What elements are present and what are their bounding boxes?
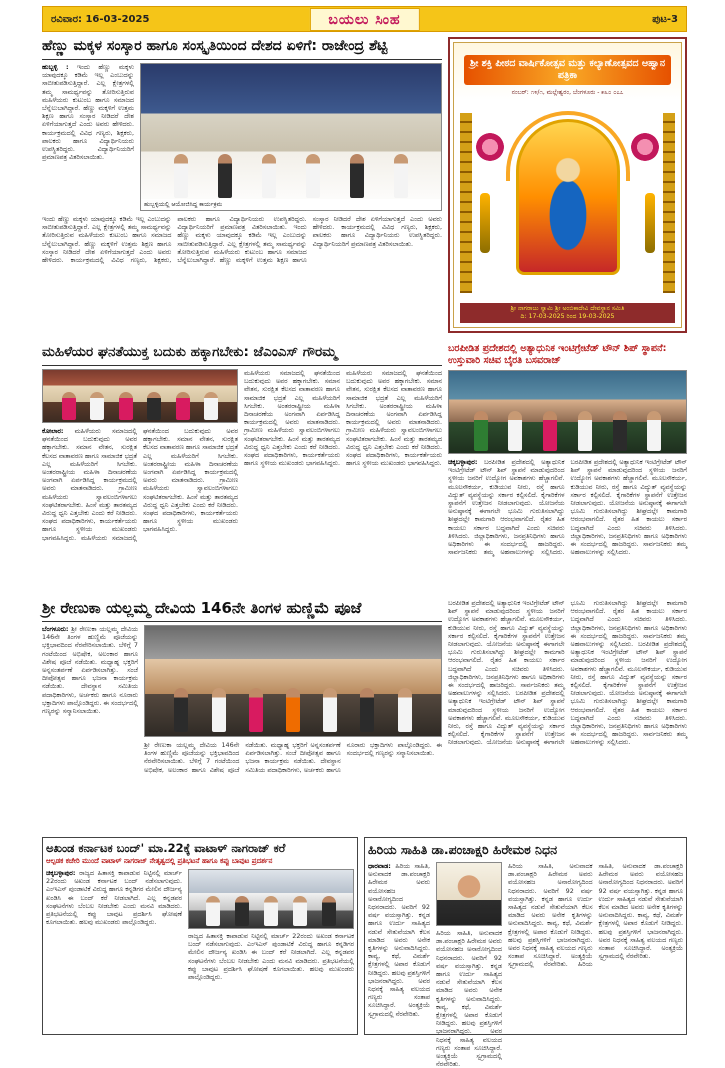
- story-3: [448, 343, 687, 595]
- story-4-body-a: [42, 625, 138, 829]
- issue-date: ರವಿವಾರ: 16-03-2025: [51, 13, 150, 25]
- story-4-photo: [144, 625, 442, 737]
- story-5-subhead: ಆಲ್ಪಡಕ ಕಚೇರಿ ಮುಂದೆ ವಾಟಾಳ್ ನಾಗರಾಜ್ ನೇತೃತ್ವದಲ್ಲಿ ಪ್ರತಿಭಟನೆ ಹಾಗೂ ಕಪ್ಪು ಬಾವುಟ ಪ್ರದರ್ಶನ: [46, 857, 273, 865]
- story-6-body-text-cont: ಹಿರಿಯ ಸಾಹಿತಿ, ಅನುವಾದಕ ಡಾ.ಪಂಚಾಕ್ಷರಿ ಹಿರೇಮಠ ಅವರು ವಯೋಸಹಜ ಅನಾರೋಗ್ಯದಿಂದ ನಿಧನರಾದರು. ಅವರಿಗೆ 92 ವರ್ಷ ವಯಸ್ಸಾಗಿತ್ತು. ಕನ್ನಡ ಹಾಗೂ ಉರ್ದು ಸಾಹಿತ್ಯದ ನಡುವೆ ಸೇತುವೆಯಾಗಿ ಕೆಲಸ ಮಾಡಿದ ಅವರು ಅನೇಕ ಕೃತಿಗಳನ್ನು ಅನುವಾದಿಸಿದ್ದರು. ಕಾವ್ಯ, ಕಥೆ, ವಿಮರ್ಶೆ ಕ್ಷೇತ್ರಗಳಲ್ಲಿ ಅಪಾರ ಕೊಡುಗೆ ನೀಡಿದ್ದರು. ಹಲವು ಪ್ರಶಸ್ತಿಗಳಿಗೆ ಭಾಜನರಾಗಿದ್ದರು. ಅವರ ನಿಧನಕ್ಕೆ ಸಾಹಿತ್ಯ ವಲಯದ ಗಣ್ಯರು ಸಂತಾಪ ಸೂಚಿಸಿದ್ದಾರೆ. ಅಂತ್ಯಕ್ರಿಯೆ ಸ್ವಗ್ರಾಮದಲ್ಲಿ ನೆರವೇರಿತು.: [436, 929, 502, 1068]
- story-6-headline: ಹಿರಿಯ ಸಾಹಿತಿ ಡಾ.ಪಂಚಾಕ್ಷರಿ ಹಿರೇಮಠ ನಿಧನ: [368, 842, 558, 857]
- story-6-body-c: [508, 862, 683, 1034]
- ad-footer: [460, 303, 675, 323]
- story-2-headline: ಮಹಿಳೆಯರ ಘನತೆಯುಕ್ತ ಬದುಕು ಹಕ್ಕಾಗಬೇಕು: ಜೆಎಂಎಸ್ ಗೌರಮ್ಮ: [42, 344, 337, 360]
- story-4-dateline: ಬೆಂಗಳೂರು:: [42, 625, 69, 633]
- story-4-body-text: ಶ್ರೀ ರೇಣುಕಾ ಯಲ್ಲಮ್ಮ ದೇವಿಯ 146ನೇ ತಿಂಗಳ ಹುಣ್ಣಿಮೆ ಪೂಜೆಯನ್ನು ಭಕ್ತಿಭಾವದಿಂದ ನೆರವೇರಿಸಲಾಯಿತು. ಬೆಳಿಗ್ಗೆ 7 ಗಂಟೆಯಿಂದ ಅಭಿಷೇಕ, ಅಲಂಕಾರ ಹಾಗೂ ವಿಶೇಷ ಪೂಜೆ ನಡೆಯಿತು. ಮಧ್ಯಾಹ್ನ ಭಕ್ತರಿಗೆ ಅನ್ನಸಂತರ್ಪಣೆ ಏರ್ಪಡಿಸಲಾಗಿತ್ತು. ಸಂಜೆ ದೀಪೋತ್ಸವ ಹಾಗೂ ಭಜನಾ ಕಾರ್ಯಕ್ರಮ ನಡೆಯಿತು. ದೇವಸ್ಥಾನ ಸಮಿತಿಯ ಪದಾಧಿಕಾರಿಗಳು, ಅರ್ಚಕರು ಹಾಗೂ ನೂರಾರು ಭಕ್ತಾದಿಗಳು ಪಾಲ್ಗೊಂಡಿದ್ದರು. ಈ ಸಂದರ್ಭದಲ್ಲಿ ಗಣ್ಯರನ್ನು ಸನ್ಮಾನಿಸಲಾಯಿತು.: [42, 625, 138, 716]
- story-3-body-text-more: ಬರಪೀಡಿತ ಪ್ರದೇಶದಲ್ಲಿ ಅತ್ಯಾಧುನಿಕ ಇಂಟಿಗ್ರೇಟೆಡ್ ಟೌನ್ ಶಿಪ್ ಸ್ಥಾಪನೆ ಮಾಡುವುದರಿಂದ ಸ್ಥಳೀಯ ಜನರಿಗೆ ಉದ್ಯೋಗ ಅವಕಾಶಗಳು ಹೆಚ್ಚಾಗಲಿವೆ. ಮೂಲಸೌಕರ್ಯ, ಕುಡಿಯುವ ನೀರು, ರಸ್ತೆ ಹಾಗೂ ವಿದ್ಯುತ್ ವ್ಯವಸ್ಥೆಯನ್ನು ಸರ್ಕಾರ ಕಲ್ಪಿಸಲಿದೆ. ಕೈಗಾರಿಕೆಗಳ ಸ್ಥಾಪನೆಗೆ ಉತ್ತೇಜನ ನೀಡಲಾಗುವುದು. ಯೋಜನೆಯ ಅನುಷ್ಠಾನಕ್ಕೆ ಈಗಾಗಲೇ ಭೂಮಿ ಗುರುತಿಸಲಾಗಿದ್ದು ಶೀಘ್ರದಲ್ಲೇ ಕಾಮಗಾರಿ ಆರಂಭವಾಗಲಿದೆ. ರೈತರ ಹಿತ ಕಾಯಲು ಸರ್ಕಾರ ಬದ್ಧವಾಗಿದೆ ಎಂದು ಸಚಿವರು ತಿಳಿಸಿದರು. ಜಿಲ್ಲಾಧಿಕಾರಿಗಳು, ಜನಪ್ರತಿನಿಧಿಗಳು ಹಾಗೂ ಅಧಿಕಾರಿಗಳು ಈ ಸಂದರ್ಭದಲ್ಲಿ ಹಾಜರಿದ್ದರು. ಸಾರ್ವಜನಿಕರು ತಮ್ಮ ಅಹವಾಲುಗಳನ್ನು ಸಲ್ಲಿಸಿದರು.: [448, 599, 565, 698]
- story-2: [42, 343, 442, 595]
- story-5-photo: [188, 869, 354, 929]
- story-5-body-b: [188, 932, 354, 1028]
- story-6-dateline: ಧಾರವಾಡ:: [368, 862, 391, 870]
- story-3-body-text-more3: ಬರಪೀಡಿತ ಪ್ರದೇಶದಲ್ಲಿ ಅತ್ಯಾಧುನಿಕ ಇಂಟಿಗ್ರೇಟೆಡ್ ಟೌನ್ ಶಿಪ್ ಸ್ಥಾಪನೆ ಮಾಡುವುದರಿಂದ ಸ್ಥಳೀಯ ಜನರಿಗೆ ಉದ್ಯೋಗ ಅವಕಾಶಗಳು ಹೆಚ್ಚಾಗಲಿವೆ. ಮೂಲಸೌಕರ್ಯ, ಕುಡಿಯುವ ನೀರು, ರಸ್ತೆ ಹಾಗೂ ವಿದ್ಯುತ್ ವ್ಯವಸ್ಥೆಯನ್ನು ಸರ್ಕಾರ ಕಲ್ಪಿಸಲಿದೆ. ಕೈಗಾರಿಕೆಗಳ ಸ್ಥಾಪನೆಗೆ ಉತ್ತೇಜನ ನೀಡಲಾಗುವುದು. ಯೋಜನೆಯ ಅನುಷ್ಠಾನಕ್ಕೆ ಈಗಾಗಲೇ ಭೂಮಿ ಗುರುತಿಸಲಾಗಿದ್ದು ಶೀಘ್ರದಲ್ಲೇ ಕಾಮಗಾರಿ ಆರಂಭವಾಗಲಿದೆ. ರೈತರ ಹಿತ ಕಾಯಲು ಸರ್ಕಾರ ಬದ್ಧವಾಗಿದೆ ಎಂದು ಸಚಿವರು ತಿಳಿಸಿದರು. ಜಿಲ್ಲಾಧಿಕಾರಿಗಳು, ಜನಪ್ರತಿನಿಧಿಗಳು ಹಾಗೂ ಅಧಿಕಾರಿಗಳು ಈ ಸಂದರ್ಭದಲ್ಲಿ ಹಾಜರಿದ್ದರು. ಸಾರ್ವಜನಿಕರು ತಮ್ಮ ಅಹವಾಲುಗಳನ್ನು ಸಲ್ಲಿಸಿದರು.: [570, 640, 687, 747]
- story-5-body-text: ರಾಜ್ಯದ ಹಿತಾಸಕ್ತಿ ಕಾಪಾಡುವ ನಿಟ್ಟಿನಲ್ಲಿ ಮಾರ್ಚ್ 22ರಂದು ಅಖಂಡ ಕರ್ನಾಟಕ ಬಂದ್ ನಡೆಸಲಾಗುವುದು. ಎಂಇಎಸ್ ಪುಂಡಾಟಿಕೆ ವಿರುದ್ಧ ಹಾಗೂ ಕನ್ನಡಿಗರ ಮೇಲಿನ ದೌರ್ಜನ್ಯ ಖಂಡಿಸಿ ಈ ಬಂದ್ ಕರೆ ನೀಡಲಾಗಿದೆ. ಎಲ್ಲ ಕನ್ನಡಪರ ಸಂಘಟನೆಗಳು ಬೆಂಬಲ ನೀಡಬೇಕು ಎಂದು ಮನವಿ ಮಾಡಿದರು. ಪ್ರತಿಭಟನೆಯಲ್ಲಿ ಕಪ್ಪು ಬಾವುಟ ಪ್ರದರ್ಶಿಸಿ ಘೋಷಣೆ ಕೂಗಲಾಯಿತು. ಹಲವು ಮುಖಂಡರು ಪಾಲ್ಗೊಂಡಿದ್ದರು.: [46, 869, 182, 927]
- lamp-icon: [645, 193, 655, 253]
- story-3-body-text-more2: ಬರಪೀಡಿತ ಪ್ರದೇಶದಲ್ಲಿ ಅತ್ಯಾಧುನಿಕ ಇಂಟಿಗ್ರೇಟೆಡ್ ಟೌನ್ ಶಿಪ್ ಸ್ಥಾಪನೆ ಮಾಡುವುದರಿಂದ ಸ್ಥಳೀಯ ಜನರಿಗೆ ಉದ್ಯೋಗ ಅವಕಾಶಗಳು ಹೆಚ್ಚಾಗಲಿವೆ. ಮೂಲಸೌಕರ್ಯ, ಕುಡಿಯುವ ನೀರು, ರಸ್ತೆ ಹಾಗೂ ವಿದ್ಯುತ್ ವ್ಯವಸ್ಥೆಯನ್ನು ಸರ್ಕಾರ ಕಲ್ಪಿಸಲಿದೆ. ಕೈಗಾರಿಕೆಗಳ ಸ್ಥಾಪನೆಗೆ ಉತ್ತೇಜನ ನೀಡಲಾಗುವುದು. ಯೋಜನೆಯ ಅನುಷ್ಠಾನಕ್ಕೆ ಈಗಾಗಲೇ ಭೂಮಿ ಗುರುತಿಸಲಾಗಿದ್ದು ಶೀಘ್ರದಲ್ಲೇ ಕಾಮಗಾರಿ ಆರಂಭವಾಗಲಿದೆ. ರೈತರ ಹಿತ ಕಾಯಲು ಸರ್ಕಾರ ಬದ್ಧವಾಗಿದೆ ಎಂದು ಸಚಿವರು ತಿಳಿಸಿದರು. ಜಿಲ್ಲಾಧಿಕಾರಿಗಳು, ಜನಪ್ರತಿನಿಧಿಗಳು ಹಾಗೂ ಅಧಿಕಾರಿಗಳು ಈ ಸಂದರ್ಭದಲ್ಲಿ ಹಾಜರಿದ್ದರು. ಸಾರ್ವಜನಿಕರು ತಮ್ಮ ಅಹವಾಲುಗಳನ್ನು ಸಲ್ಲಿಸಿದರು.: [448, 599, 687, 747]
- ad-dates: ದಿ: 17-03-2025 ರಿಂದ 19-03-2025: [520, 313, 615, 320]
- story-3-body-text: ಬರಪೀಡಿತ ಪ್ರದೇಶದಲ್ಲಿ ಅತ್ಯಾಧುನಿಕ ಇಂಟಿಗ್ರೇಟೆಡ್ ಟೌನ್ ಶಿಪ್ ಸ್ಥಾಪನೆ ಮಾಡುವುದರಿಂದ ಸ್ಥಳೀಯ ಜನರಿಗೆ ಉದ್ಯೋಗ ಅವಕಾಶಗಳು ಹೆಚ್ಚಾಗಲಿವೆ. ಮೂಲಸೌಕರ್ಯ, ಕುಡಿಯುವ ನೀರು, ರಸ್ತೆ ಹಾಗೂ ವಿದ್ಯುತ್ ವ್ಯವಸ್ಥೆಯನ್ನು ಸರ್ಕಾರ ಕಲ್ಪಿಸಲಿದೆ. ಕೈಗಾರಿಕೆಗಳ ಸ್ಥಾಪನೆಗೆ ಉತ್ತೇಜನ ನೀಡಲಾಗುವುದು. ಯೋಜನೆಯ ಅನುಷ್ಠಾನಕ್ಕೆ ಈಗಾಗಲೇ ಭೂಮಿ ಗುರುತಿಸಲಾಗಿದ್ದು ಶೀಘ್ರದಲ್ಲೇ ಕಾಮಗಾರಿ ಆರಂಭವಾಗಲಿದೆ. ರೈತರ ಹಿತ ಕಾಯಲು ಸರ್ಕಾರ ಬದ್ಧವಾಗಿದೆ ಎಂದು ಸಚಿವರು ತಿಳಿಸಿದರು. ಜಿಲ್ಲಾಧಿಕಾರಿಗಳು, ಜನಪ್ರತಿನಿಧಿಗಳು ಹಾಗೂ ಅಧಿಕಾರಿಗಳು ಈ ಸಂದರ್ಭದಲ್ಲಿ ಹಾಜರಿದ್ದರು. ಸಾರ್ವಜನಿಕರು ತಮ್ಮ ಅಹವಾಲುಗಳನ್ನು ಸಲ್ಲಿಸಿದರು.: [448, 458, 565, 557]
- lamp-icon: [480, 193, 490, 253]
- story-1-body-text: ಇಂದು ಹೆಣ್ಣು ಮಕ್ಕಳು ಯಾವುದಕ್ಕೂ ಕಡಿಮೆ ಇಲ್ಲ ಎಂಬುದನ್ನು ಸಾಬೀತುಪಡಿಸುತ್ತಿದ್ದಾರೆ. ಎಲ್ಲ ಕ್ಷೇತ್ರಗಳಲ್ಲಿ ತಮ್ಮ ಸಾಮರ್ಥ್ಯವನ್ನು ತೋರಿಸುತ್ತಿರುವ ಮಹಿಳೆಯರು ಕುಟುಂಬ ಹಾಗೂ ಸಮಾಜದ ಬೆನ್ನೆಲುಬಾಗಿದ್ದಾರೆ. ಹೆಣ್ಣು ಮಕ್ಕಳಿಗೆ ಉತ್ತಮ ಶಿಕ್ಷಣ ಹಾಗೂ ಸಂಸ್ಕಾರ ನೀಡಿದರೆ ದೇಶ ಏಳಿಗೆಯಾಗುತ್ತದೆ ಎಂದು ಅವರು ಹೇಳಿದರು. ಕಾರ್ಯಕ್ರಮದಲ್ಲಿ ವಿವಿಧ ಗಣ್ಯರು, ಶಿಕ್ಷಕರು, ಪಾಲಕರು ಹಾಗೂ ವಿದ್ಯಾರ್ಥಿನಿಯರು ಉಪಸ್ಥಿತರಿದ್ದರು. ವಿದ್ಯಾರ್ಥಿನಿಯರಿಗೆ ಪ್ರಮಾಣಪತ್ರ ವಿತರಿಸಲಾಯಿತು.: [42, 63, 134, 162]
- story-1-body-b: [42, 215, 442, 335]
- photo-figures: [159, 154, 423, 198]
- story-3-body-continued: [448, 599, 687, 831]
- ad-address: ನಂಬರ್: ೧೪/೧, ಮಲ್ಲೇಶ್ವರಂ, ಬೆಂಗಳೂರು - ೫೬೦ ೦೭೭: [511, 89, 624, 96]
- story-4: [42, 599, 442, 833]
- story-2-body-text: ಮಹಿಳೆಯರು ಸಮಾಜದಲ್ಲಿ ಘನತೆಯಿಂದ ಬದುಕುವುದು ಅವರ ಹಕ್ಕಾಗಬೇಕು. ಸಮಾನ ವೇತನ, ಸುರಕ್ಷಿತ ಕೆಲಸದ ವಾತಾವರಣ ಹಾಗೂ ಸಾಮಾಜಿಕ ಭದ್ರತೆ ಎಲ್ಲ ಮಹಿಳೆಯರಿಗೆ ಸಿಗಬೇಕು. ಅಂತರರಾಷ್ಟ್ರೀಯ ಮಹಿಳಾ ದಿನಾಚರಣೆಯ ಅಂಗವಾಗಿ ಏರ್ಪಡಿಸಿದ್ದ ಕಾರ್ಯಕ್ರಮದಲ್ಲಿ ಅವರು ಮಾತನಾಡಿದರು. ಗ್ರಾಮೀಣ ಮಹಿಳೆಯರು ಸ್ವಾವಲಂಬಿಗಳಾಗಲು ಸಂಘಟಿತರಾಗಬೇಕು. ಹಿಂಸೆ ಮತ್ತು ತಾರತಮ್ಯದ ವಿರುದ್ಧ ಧ್ವನಿ ಎತ್ತಬೇಕು ಎಂದು ಕರೆ ನೀಡಿದರು. ಸಂಘದ ಪದಾಧಿಕಾರಿಗಳು, ಕಾರ್ಯಕರ್ತೆಯರು ಹಾಗೂ ಸ್ಥಳೀಯ ಮುಖಂಡರು ಭಾಗವಹಿಸಿದ್ದರು.: [42, 427, 137, 542]
- story-5-body-a: [46, 869, 182, 1029]
- deity-image: [516, 119, 620, 275]
- story-6-body-text-more: ಹಿರಿಯ ಸಾಹಿತಿ, ಅನುವಾದಕ ಡಾ.ಪಂಚಾಕ್ಷರಿ ಹಿರೇಮಠ ಅವರು ವಯೋಸಹಜ ಅನಾರೋಗ್ಯದಿಂದ ನಿಧನರಾದರು. ಅವರಿಗೆ 92 ವರ್ಷ ವಯಸ್ಸಾಗಿತ್ತು. ಕನ್ನಡ ಹಾಗೂ ಉರ್ದು ಸಾಹಿತ್ಯದ ನಡುವೆ ಸೇತುವೆಯಾಗಿ ಕೆಲಸ ಮಾಡಿದ ಅವರು ಅನೇಕ ಕೃತಿಗಳನ್ನು ಅನುವಾದಿಸಿದ್ದರು. ಕಾವ್ಯ, ಕಥೆ, ವಿಮರ್ಶೆ ಕ್ಷೇತ್ರಗಳಲ್ಲಿ ಅಪಾರ ಕೊಡುಗೆ ನೀಡಿದ್ದರು. ಹಲವು ಪ್ರಶಸ್ತಿಗಳಿಗೆ ಭಾಜನರಾಗಿದ್ದರು. ಅವರ ನಿಧನಕ್ಕೆ ಸಾಹಿತ್ಯ ವಲಯದ ಗಣ್ಯರು ಸಂತಾಪ ಸೂಚಿಸಿದ್ದಾರೆ. ಅಂತ್ಯಕ್ರಿಯೆ ಸ್ವಗ್ರಾಮದಲ್ಲಿ ನೆರವೇರಿತು.: [508, 862, 593, 969]
- story-1-body-text-cont: ಇಂದು ಹೆಣ್ಣು ಮಕ್ಕಳು ಯಾವುದಕ್ಕೂ ಕಡಿಮೆ ಇಲ್ಲ ಎಂಬುದನ್ನು ಸಾಬೀತುಪಡಿಸುತ್ತಿದ್ದಾರೆ. ಎಲ್ಲ ಕ್ಷೇತ್ರಗಳಲ್ಲಿ ತಮ್ಮ ಸಾಮರ್ಥ್ಯವನ್ನು ತೋರಿಸುತ್ತಿರುವ ಮಹಿಳೆಯರು ಕುಟುಂಬ ಹಾಗೂ ಸಮಾಜದ ಬೆನ್ನೆಲುಬಾಗಿದ್ದಾರೆ. ಹೆಣ್ಣು ಮಕ್ಕಳಿಗೆ ಉತ್ತಮ ಶಿಕ್ಷಣ ಹಾಗೂ ಸಂಸ್ಕಾರ ನೀಡಿದರೆ ದೇಶ ಏಳಿಗೆಯಾಗುತ್ತದೆ ಎಂದು ಅವರು ಹೇಳಿದರು. ಕಾರ್ಯಕ್ರಮದಲ್ಲಿ ವಿವಿಧ ಗಣ್ಯರು, ಶಿಕ್ಷಕರು, ಪಾಲಕರು ಹಾಗೂ ವಿದ್ಯಾರ್ಥಿನಿಯರು ಉಪಸ್ಥಿತರಿದ್ದರು. ವಿದ್ಯಾರ್ಥಿನಿಯರಿಗೆ ಪ್ರಮಾಣಪತ್ರ ವಿತರಿಸಲಾಯಿತು.: [42, 215, 307, 265]
- story-2-photo: [42, 369, 238, 423]
- page-number: ಪುಟ-3: [652, 13, 678, 25]
- story-2-body-text-cont: ಮಹಿಳೆಯರು ಸಮಾಜದಲ್ಲಿ ಘನತೆಯಿಂದ ಬದುಕುವುದು ಅವರ ಹಕ್ಕಾಗಬೇಕು. ಸಮಾನ ವೇತನ, ಸುರಕ್ಷಿತ ಕೆಲಸದ ವಾತಾವರಣ ಹಾಗೂ ಸಾಮಾಜಿಕ ಭದ್ರತೆ ಎಲ್ಲ ಮಹಿಳೆಯರಿಗೆ ಸಿಗಬೇಕು. ಅಂತರರಾಷ್ಟ್ರೀಯ ಮಹಿಳಾ ದಿನಾಚರಣೆಯ ಅಂಗವಾಗಿ ಏರ್ಪಡಿಸಿದ್ದ ಕಾರ್ಯಕ್ರಮದಲ್ಲಿ ಅವರು ಮಾತನಾಡಿದರು. ಗ್ರಾಮೀಣ ಮಹಿಳೆಯರು ಸ್ವಾವಲಂಬಿಗಳಾಗಲು ಸಂಘಟಿತರಾಗಬೇಕು. ಹಿಂಸೆ ಮತ್ತು ತಾರತಮ್ಯದ ವಿರುದ್ಧ ಧ್ವನಿ ಎತ್ತಬೇಕು ಎಂದು ಕರೆ ನೀಡಿದರು. ಸಂಘದ ಪದಾಧಿಕಾರಿಗಳು, ಕಾರ್ಯಕರ್ತೆಯರು ಹಾಗೂ ಸ್ಥಳೀಯ ಮುಖಂಡರು ಭಾಗವಹಿಸಿದ್ದರು.: [80, 427, 238, 542]
- story-2-body-b: [244, 369, 442, 589]
- story-3-photo: [448, 370, 687, 454]
- masthead: [42, 6, 687, 32]
- story-3-dateline: ಚಿಕ್ಕಬಳ್ಳಾಪುರ:: [448, 458, 478, 466]
- story-3-headline: ಬರಪೀಡಿತ ಪ್ರದೇಶದಲ್ಲಿ ಅತ್ಯಾಧುನಿಕ ಇಂಟಿಗ್ರೇಟೆಡ್ ಟೌನ್ ಶಿಪ್ ಸ್ಥಾಪನೆ: ಉಸ್ತುವಾರಿ ಸಚಿವ ಬೈರತಿ ಬಸವರಾಜ್: [448, 343, 667, 366]
- ad-title: ಶ್ರೀ ಶಕ್ತಿ ಪೀಠದ ವಾರ್ಷಿಕೋತ್ಸವ ಮತ್ತು ಕಲ್ಯಾಣೋತ್ಸವದ ಆಹ್ವಾನ ಪತ್ರಿಕಾ: [464, 55, 671, 85]
- story-1-headline: ಹೆಣ್ಣು ಮಕ್ಕಳ ಸಂಸ್ಕಾರ ಹಾಗೂ ಸಂಸ್ಕೃತಿಯಿಂದ ದೇಶದ ಏಳಿಗೆ: ರಾಜೇಂದ್ರ ಶೆಟ್ಟಿ: [42, 38, 388, 54]
- story-6-body-text-more2: ಹಿರಿಯ ಸಾಹಿತಿ, ಅನುವಾದಕ ಡಾ.ಪಂಚಾಕ್ಷರಿ ಹಿರೇಮಠ ಅವರು ವಯೋಸಹಜ ಅನಾರೋಗ್ಯದಿಂದ ನಿಧನರಾದರು. ಅವರಿಗೆ 92 ವರ್ಷ ವಯಸ್ಸಾಗಿತ್ತು. ಕನ್ನಡ ಹಾಗೂ ಉರ್ದು ಸಾಹಿತ್ಯದ ನಡುವೆ ಸೇತುವೆಯಾಗಿ ಕೆಲಸ ಮಾಡಿದ ಅವರು ಅನೇಕ ಕೃತಿಗಳನ್ನು ಅನುವಾದಿಸಿದ್ದರು. ಕಾವ್ಯ, ಕಥೆ, ವಿಮರ್ಶೆ ಕ್ಷೇತ್ರಗಳಲ್ಲಿ ಅಪಾರ ಕೊಡುಗೆ ನೀಡಿದ್ದರು. ಹಲವು ಪ್ರಶಸ್ತಿಗಳಿಗೆ ಭಾಜನರಾಗಿದ್ದರು. ಅವರ ನಿಧನಕ್ಕೆ ಸಾಹಿತ್ಯ ವಲಯದ ಗಣ್ಯರು ಸಂತಾಪ ಸೂಚಿಸಿದ್ದಾರೆ. ಅಂತ್ಯಕ್ರಿಯೆ ಸ್ವಗ್ರಾಮದಲ್ಲಿ ನೆರವೇರಿತು.: [577, 862, 683, 969]
- story-4-headline: ಶ್ರೀ ರೇಣುಕಾ ಯಲ್ಲಮ್ಮ ದೇವಿಯ 146ನೇ ತಿಂಗಳ ಹುಣ್ಣಿಮೆ ಪೂಜೆ: [42, 599, 362, 617]
- story-1-body-text-cont2: ಇಂದು ಹೆಣ್ಣು ಮಕ್ಕಳು ಯಾವುದಕ್ಕೂ ಕಡಿಮೆ ಇಲ್ಲ ಎಂಬುದನ್ನು ಸಾಬೀತುಪಡಿಸುತ್ತಿದ್ದಾರೆ. ಎಲ್ಲ ಕ್ಷೇತ್ರಗಳಲ್ಲಿ ತಮ್ಮ ಸಾಮರ್ಥ್ಯವನ್ನು ತೋರಿಸುತ್ತಿರುವ ಮಹಿಳೆಯರು ಕುಟುಂಬ ಹಾಗೂ ಸಮಾಜದ ಬೆನ್ನೆಲುಬಾಗಿದ್ದಾರೆ. ಹೆಣ್ಣು ಮಕ್ಕಳಿಗೆ ಉತ್ತಮ ಶಿಕ್ಷಣ ಹಾಗೂ ಸಂಸ್ಕಾರ ನೀಡಿದರೆ ದೇಶ ಏಳಿಗೆಯಾಗುತ್ತದೆ ಎಂದು ಅವರು ಹೇಳಿದರು. ಕಾರ್ಯಕ್ರಮದಲ್ಲಿ ವಿವಿಧ ಗಣ್ಯರು, ಶಿಕ್ಷಕರು, ಪಾಲಕರು ಹಾಗೂ ವಿದ್ಯಾರ್ಥಿನಿಯರು ಉಪಸ್ಥಿತರಿದ್ದರು. ವಿದ್ಯಾರ್ಥಿನಿಯರಿಗೆ ಪ್ರಮಾಣಪತ್ರ ವಿತರಿಸಲಾಯಿತು.: [177, 215, 442, 265]
- ad-organizer: ಶ್ರೀ ನಾಗರಾಜು ಸ್ವಾಮಿ ಶ್ರೀ ಅಂಬಿಕಾದೇವಿ ದೇವಸ್ಥಾನ ಸಮಿತಿ: [510, 305, 625, 312]
- story-3-body-text-cont: ಬರಪೀಡಿತ ಪ್ರದೇಶದಲ್ಲಿ ಅತ್ಯಾಧುನಿಕ ಇಂಟಿಗ್ರೇಟೆಡ್ ಟೌನ್ ಶಿಪ್ ಸ್ಥಾಪನೆ ಮಾಡುವುದರಿಂದ ಸ್ಥಳೀಯ ಜನರಿಗೆ ಉದ್ಯೋಗ ಅವಕಾಶಗಳು ಹೆಚ್ಚಾಗಲಿವೆ. ಮೂಲಸೌಕರ್ಯ, ಕುಡಿಯುವ ನೀರು, ರಸ್ತೆ ಹಾಗೂ ವಿದ್ಯುತ್ ವ್ಯವಸ್ಥೆಯನ್ನು ಸರ್ಕಾರ ಕಲ್ಪಿಸಲಿದೆ. ಕೈಗಾರಿಕೆಗಳ ಸ್ಥಾಪನೆಗೆ ಉತ್ತೇಜನ ನೀಡಲಾಗುವುದು. ಯೋಜನೆಯ ಅನುಷ್ಠಾನಕ್ಕೆ ಈಗಾಗಲೇ ಭೂಮಿ ಗುರುತಿಸಲಾಗಿದ್ದು ಶೀಘ್ರದಲ್ಲೇ ಕಾಮಗಾರಿ ಆರಂಭವಾಗಲಿದೆ. ರೈತರ ಹಿತ ಕಾಯಲು ಸರ್ಕಾರ ಬದ್ಧವಾಗಿದೆ ಎಂದು ಸಚಿವರು ತಿಳಿಸಿದರು. ಜಿಲ್ಲಾಧಿಕಾರಿಗಳು, ಜನಪ್ರತಿನಿಧಿಗಳು ಹಾಗೂ ಅಧಿಕಾರಿಗಳು ಈ ಸಂದರ್ಭದಲ್ಲಿ ಹಾಜರಿದ್ದರು. ಸಾರ್ವಜನಿಕರು ತಮ್ಮ ಅಹವಾಲುಗಳನ್ನು ಸಲ್ಲಿಸಿದರು.: [570, 458, 687, 557]
- story-1-body-a: [42, 63, 134, 211]
- story-2-dateline: ಕೋಲಾರ:: [42, 427, 64, 435]
- story-1: [42, 37, 442, 339]
- story-5: [42, 837, 358, 1035]
- story-2-body-text-more2: ಮಹಿಳೆಯರು ಸಮಾಜದಲ್ಲಿ ಘನತೆಯಿಂದ ಬದುಕುವುದು ಅವರ ಹಕ್ಕಾಗಬೇಕು. ಸಮಾನ ವೇತನ, ಸುರಕ್ಷಿತ ಕೆಲಸದ ವಾತಾವರಣ ಹಾಗೂ ಸಾಮಾಜಿಕ ಭದ್ರತೆ ಎಲ್ಲ ಮಹಿಳೆಯರಿಗೆ ಸಿಗಬೇಕು. ಅಂತರರಾಷ್ಟ್ರೀಯ ಮಹಿಳಾ ದಿನಾಚರಣೆಯ ಅಂಗವಾಗಿ ಏರ್ಪಡಿಸಿದ್ದ ಕಾರ್ಯಕ್ರಮದಲ್ಲಿ ಅವರು ಮಾತನಾಡಿದರು. ಗ್ರಾಮೀಣ ಮಹಿಳೆಯರು ಸ್ವಾವಲಂಬಿಗಳಾಗಲು ಸಂಘಟಿತರಾಗಬೇಕು. ಹಿಂಸೆ ಮತ್ತು ತಾರತಮ್ಯದ ವಿರುದ್ಧ ಧ್ವನಿ ಎತ್ತಬೇಕು ಎಂದು ಕರೆ ನೀಡಿದರು. ಸಂಘದ ಪದಾಧಿಕಾರಿಗಳು, ಕಾರ್ಯಕರ್ತೆಯರು ಹಾಗೂ ಸ್ಥಳೀಯ ಮುಖಂಡರು ಭಾಗವಹಿಸಿದ್ದರು.: [346, 369, 442, 468]
- story-6: [364, 837, 687, 1068]
- story-3-body: [448, 458, 687, 594]
- story-6-body-a: [368, 862, 430, 1034]
- story-4-body-b: [144, 741, 442, 829]
- story-1-photo: [140, 63, 442, 211]
- story-4-body-text-cont: ಶ್ರೀ ರೇಣುಕಾ ಯಲ್ಲಮ್ಮ ದೇವಿಯ 146ನೇ ತಿಂಗಳ ಹುಣ್ಣಿಮೆ ಪೂಜೆಯನ್ನು ಭಕ್ತಿಭಾವದಿಂದ ನೆರವೇರಿಸಲಾಯಿತು. ಬೆಳಿಗ್ಗೆ 7 ಗಂಟೆಯಿಂದ ಅಭಿಷೇಕ, ಅಲಂಕಾರ ಹಾಗೂ ವಿಶೇಷ ಪೂಜೆ ನಡೆಯಿತು. ಮಧ್ಯಾಹ್ನ ಭಕ್ತರಿಗೆ ಅನ್ನಸಂತರ್ಪಣೆ ಏರ್ಪಡಿಸಲಾಗಿತ್ತು. ಸಂಜೆ ದೀಪೋತ್ಸವ ಹಾಗೂ ಭಜನಾ ಕಾರ್ಯಕ್ರಮ ನಡೆಯಿತು. ದೇವಸ್ಥಾನ ಸಮಿತಿಯ ಪದಾಧಿಕಾರಿಗಳು, ಅರ್ಚಕರು ಹಾಗೂ ನೂರಾರು ಭಕ್ತಾದಿಗಳು ಪಾಲ್ಗೊಂಡಿದ್ದರು. ಈ ಸಂದರ್ಭದಲ್ಲಿ ಗಣ್ಯರನ್ನು ಸನ್ಮಾನಿಸಲಾಯಿತು.: [144, 741, 442, 774]
- story-6-body-text: ಹಿರಿಯ ಸಾಹಿತಿ, ಅನುವಾದಕ ಡಾ.ಪಂಚಾಕ್ಷರಿ ಹಿರೇಮಠ ಅವರು ವಯೋಸಹಜ ಅನಾರೋಗ್ಯದಿಂದ ನಿಧನರಾದರು. ಅವರಿಗೆ 92 ವರ್ಷ ವಯಸ್ಸಾಗಿತ್ತು. ಕನ್ನಡ ಹಾಗೂ ಉರ್ದು ಸಾಹಿತ್ಯದ ನಡುವೆ ಸೇತುವೆಯಾಗಿ ಕೆಲಸ ಮಾಡಿದ ಅವರು ಅನೇಕ ಕೃತಿಗಳನ್ನು ಅನುವಾದಿಸಿದ್ದರು. ಕಾವ್ಯ, ಕಥೆ, ವಿಮರ್ಶೆ ಕ್ಷೇತ್ರಗಳಲ್ಲಿ ಅಪಾರ ಕೊಡುಗೆ ನೀಡಿದ್ದರು. ಹಲವು ಪ್ರಶಸ್ತಿಗಳಿಗೆ ಭಾಜನರಾಗಿದ್ದರು. ಅವರ ನಿಧನಕ್ಕೆ ಸಾಹಿತ್ಯ ವಲಯದ ಗಣ್ಯರು ಸಂತಾಪ ಸೂಚಿಸಿದ್ದಾರೆ. ಅಂತ್ಯಕ್ರಿಯೆ ಸ್ವಗ್ರಾಮದಲ್ಲಿ ನೆರವೇರಿತು.: [368, 862, 430, 1018]
- newspaper-title: ಬಯಲು ಸಿಂಹ: [309, 8, 419, 31]
- story-2-body-text-more: ಮಹಿಳೆಯರು ಸಮಾಜದಲ್ಲಿ ಘನತೆಯಿಂದ ಬದುಕುವುದು ಅವರ ಹಕ್ಕಾಗಬೇಕು. ಸಮಾನ ವೇತನ, ಸುರಕ್ಷಿತ ಕೆಲಸದ ವಾತಾವರಣ ಹಾಗೂ ಸಾಮಾಜಿಕ ಭದ್ರತೆ ಎಲ್ಲ ಮಹಿಳೆಯರಿಗೆ ಸಿಗಬೇಕು. ಅಂತರರಾಷ್ಟ್ರೀಯ ಮಹಿಳಾ ದಿನಾಚರಣೆಯ ಅಂಗವಾಗಿ ಏರ್ಪಡಿಸಿದ್ದ ಕಾರ್ಯಕ್ರಮದಲ್ಲಿ ಅವರು ಮಾತನಾಡಿದರು. ಗ್ರಾಮೀಣ ಮಹಿಳೆಯರು ಸ್ವಾವಲಂಬಿಗಳಾಗಲು ಸಂಘಟಿತರಾಗಬೇಕು. ಹಿಂಸೆ ಮತ್ತು ತಾರತಮ್ಯದ ವಿರುದ್ಧ ಧ್ವನಿ ಎತ್ತಬೇಕು ಎಂದು ಕರೆ ನೀಡಿದರು. ಸಂಘದ ಪದಾಧಿಕಾರಿಗಳು, ಕಾರ್ಯಕರ್ತೆಯರು ಹಾಗೂ ಸ್ಥಳೀಯ ಮುಖಂಡರು ಭಾಗವಹಿಸಿದ್ದರು.: [244, 369, 340, 468]
- story-1-dateline: ಹುಬ್ಬಳ್ಳಿ :: [42, 63, 69, 71]
- story-5-body-text-cont: ರಾಜ್ಯದ ಹಿತಾಸಕ್ತಿ ಕಾಪಾಡುವ ನಿಟ್ಟಿನಲ್ಲಿ ಮಾರ್ಚ್ 22ರಂದು ಅಖಂಡ ಕರ್ನಾಟಕ ಬಂದ್ ನಡೆಸಲಾಗುವುದು. ಎಂಇಎಸ್ ಪುಂಡಾಟಿಕೆ ವಿರುದ್ಧ ಹಾಗೂ ಕನ್ನಡಿಗರ ಮೇಲಿನ ದೌರ್ಜನ್ಯ ಖಂಡಿಸಿ ಈ ಬಂದ್ ಕರೆ ನೀಡಲಾಗಿದೆ. ಎಲ್ಲ ಕನ್ನಡಪರ ಸಂಘಟನೆಗಳು ಬೆಂಬಲ ನೀಡಬೇಕು ಎಂದು ಮನವಿ ಮಾಡಿದರು. ಪ್ರತಿಭಟನೆಯಲ್ಲಿ ಕಪ್ಪು ಬಾವುಟ ಪ್ರದರ್ಶಿಸಿ ಘೋಷಣೆ ಕೂಗಲಾಯಿತು. ಹಲವು ಮುಖಂಡರು ಪಾಲ್ಗೊಂಡಿದ್ದರು.: [188, 932, 354, 982]
- story-6-body-b: [436, 929, 502, 1068]
- story-3-continued: [448, 599, 687, 833]
- story-5-dateline: ಚಿಕ್ಕಬಳ್ಳಾಪುರ:: [46, 869, 76, 877]
- story-2-body-a: [42, 427, 238, 589]
- story-5-headline: ಅಖಂಡ ಕರ್ನಾಟಕ ಬಂದ್' ಮಾ.22ಕ್ಕೆ ವಾಟಾಳ್ ನಾಗರಾಜ್ ಕರೆ: [46, 841, 286, 855]
- temple-advertisement: [448, 37, 687, 339]
- portrait-photo: [436, 862, 502, 926]
- story-1-photo-caption: ಹುಬ್ಬಳ್ಳಿಯಲ್ಲಿ ಆಯೋಜಿಸಿದ್ದ ಕಾರ್ಯಕ್ರಮ: [141, 199, 441, 210]
